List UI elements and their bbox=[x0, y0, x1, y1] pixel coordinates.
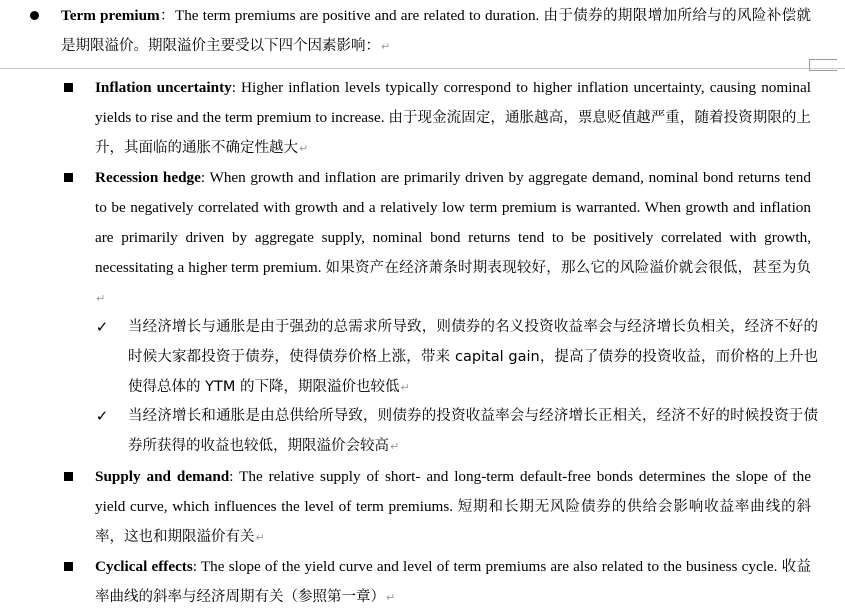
paragraph-mark-icon: ↵ bbox=[255, 531, 265, 544]
bullet-cyclical-effects bbox=[95, 552, 811, 613]
margin-marker bbox=[809, 59, 837, 71]
paragraph-mark-icon: ↵ bbox=[390, 440, 400, 453]
term-label: Cyclical effects bbox=[95, 558, 193, 575]
square-bullet-icon bbox=[59, 552, 77, 582]
sub-bullet-demand-driven bbox=[128, 312, 818, 403]
bullet-term-premium bbox=[61, 1, 811, 62]
sub-bullet-text: 当经济增长与通胀是由于强劲的总需求所导致，则债券的名义投资收益率会与经济增长负相关，经济不好的时候大家都投资于债券，使得债券价格上涨，带来 capital gain，提高了债券的投资收益，而价格的上升也使得总体的 YTM 的下降，期限溢价也较低 bbox=[128, 319, 818, 395]
term-separator: : bbox=[231, 79, 242, 96]
check-bullet-icon: ✓ bbox=[95, 407, 109, 425]
paragraph-mark-icon: ↵ bbox=[381, 40, 391, 53]
sub-bullet-text: 当经济增长和通胀是由总供给所导致，则债券的投资收益率会与经济增长正相关，经济不好的时候投资于债券所获得的收益也较低，期限溢价会较高 bbox=[128, 408, 818, 454]
paragraph-mark-icon: ↵ bbox=[386, 591, 396, 604]
term-label: Term premium bbox=[61, 7, 160, 24]
circle-bullet-icon bbox=[25, 1, 43, 31]
term-separator: ： bbox=[159, 8, 175, 24]
term-en-text: The slope of the yield curve and level of term premiums are also related to the business cycle. bbox=[200, 558, 782, 575]
term-cn-text: 由于现金流固定，通胀越高，票息贬值越严重，随着投资期限的上升，其面临的通胀不确定性越大 bbox=[95, 110, 811, 156]
square-bullet-icon bbox=[59, 73, 77, 103]
term-cn-text: 收益率曲线的斜率与经济周期有关（参照第一章） bbox=[95, 559, 811, 605]
check-bullet-icon: ✓ bbox=[95, 318, 109, 336]
term-label: Recession hedge bbox=[95, 169, 201, 186]
term-label: Supply and demand bbox=[95, 468, 230, 485]
term-cn-text: 短期和长期无风险债券的供给会影响收益率曲线的斜率，这也和期限溢价有关 bbox=[95, 499, 812, 545]
term-en-text: When growth and inflation are primarily driven by aggregate demand, nominal bond returns tend to be negatively correlated with growth and a relatively low term premium is warranted. When growth and inflation are primarily driven by aggregate supply, nominal bond returns tend to be positively correlated with growth, necessitating a higher term premium. bbox=[95, 169, 811, 276]
bullet-inflation-uncertainty bbox=[95, 73, 811, 164]
term-label: Inflation uncertainty bbox=[95, 79, 232, 96]
term-en-text: The relative supply of short- and long-term default-free bonds determines the slope of the yield curve, which influences the level of term premiums. bbox=[95, 468, 811, 515]
term-separator: : bbox=[229, 468, 240, 485]
bullet-recession-hedge bbox=[95, 163, 811, 314]
square-bullet-icon bbox=[59, 163, 77, 193]
sub-bullet-supply-driven bbox=[128, 401, 818, 462]
term-cn-text: 由于债券的期限增加所给与的风险补偿就是期限溢价。期限溢价主要受以下四个因素影响： bbox=[61, 8, 811, 54]
term-separator: : bbox=[192, 558, 201, 575]
paragraph-mark-icon: ↵ bbox=[400, 381, 410, 394]
bullet-supply-and-demand bbox=[95, 462, 811, 553]
term-separator: : bbox=[200, 169, 210, 186]
term-en-text: Higher inflation levels typically correspond to higher inflation uncertainty, causing nominal yields to rise and the term premium to increase. bbox=[95, 79, 811, 126]
paragraph-mark-icon: ↵ bbox=[299, 142, 309, 155]
square-bullet-icon bbox=[59, 462, 77, 492]
paragraph-mark-icon: ↵ bbox=[96, 292, 106, 305]
page-break-line bbox=[0, 68, 845, 69]
term-cn-text: 如果资产在经济萧条时期表现较好，那么它的风险溢价就会很低，甚至为负 bbox=[325, 260, 812, 276]
term-en-text: The term premiums are positive and are related to duration. bbox=[174, 7, 544, 24]
